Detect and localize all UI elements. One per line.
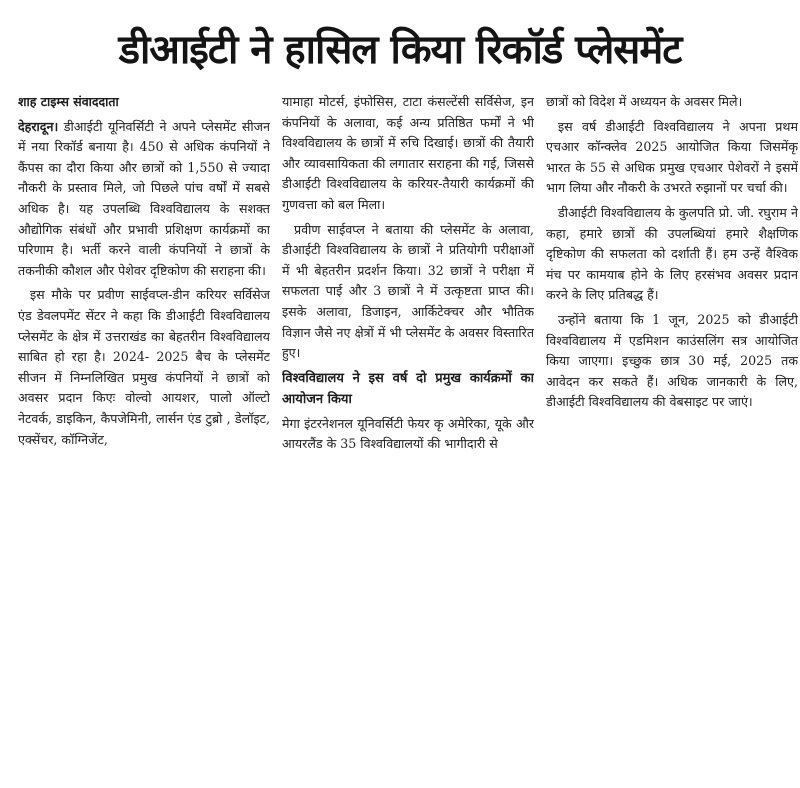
paragraph: डीआईटी विश्वविद्यालय के कुलपति प्रो. जी. रघुराम ने कहा, हमारे छात्रों की उपलब्धियां हमारे शैक्षणिक दृष्टिकोण की सफलता को दर्शाती हैं। हम उन्हें वैश्विक मंच पर कामयाब होने के लिए हरसंभव अवसर प्रदान करने के लिए प्रतिबद्ध हैं। bbox=[546, 204, 798, 303]
dateline: देहरादून। bbox=[18, 118, 59, 134]
paragraph: उन्होंने बताया कि 1 जून, 2025 को डीआईटी विश्वविद्यालय में एडमिशन काउंसलिंग सत्र आयोजित किया जाएगा। इच्छुक छात्र 30 मई, 2025 तक आवेदन कर सकते हैं। अधिक जानकारी के लिए, डीआईटी विश्वविद्यालय की वेबसाइट पर जाएं। bbox=[546, 311, 798, 410]
paragraph: मेगा इंटरनेशनल यूनिवर्सिटी फेयर कृ अमेरिका, यूके और आयरलैंड के 35 विश्वविद्यालयों की भागीदारी से bbox=[282, 415, 534, 452]
lead-paragraph bbox=[18, 117, 270, 282]
paragraph: इस वर्ष डीआईटी विश्वविद्यालय ने अपना प्रथम एचआर कॉन्क्लेव 2025 आयोजित किया जिसमेंकृ भारत के 55 से अधिक प्रमुख एचआर पेशेवरों ने इसमें भाग लिया और नौकरी के उभरते रुझानों पर चर्चा की। bbox=[546, 118, 798, 196]
paragraph: यामाहा मोटर्स, इंफोसिस, टाटा कंसल्टेंसी सर्विसेज, इन कंपनियों के अलावा, कई अन्य प्रतिष्ठित फर्मों ने भी विश्वविद्यालय के छात्रों में रुचि दिखाई। छात्रों की तैयारी और व्यावसायिकता की लगातार सराहना की गई, जिससे डीआईटी विश्वविद्यालय के करियर-तैयारी कार्यक्रमों की गुणवत्ता को बल मिला। bbox=[282, 94, 534, 212]
paragraph: इस मौके पर प्रवीण साईवप्ल-डीन करियर सर्विसेज एंड डेवलपमेंट सेंटर ने कहा कि डीआईटी विश्वविद्यालय प्लेसमेंट के क्षेत्र में उत्तराखंड का बेहतरीन विश्वविद्यालय साबित हो रहा है। 2024- 2025 बैच के प्लेसमेंट सीजन में निम्नलिखित प्रमुख कंपनियों ने छात्रों को अवसर प्रदान किएः वोल्वो आयशर, पालो ऑल्टो नेटवर्क, डाइकिन, कैपजेमिनी, लार्सन एंड टुब्रो , डेलॉइट, एक्सेंचर, कॉग्निजेंट, bbox=[18, 287, 270, 447]
paragraph-text: डीआईटी यूनिवर्सिटी ने अपने प्लेसमेंट सीजन में नया रिकॉर्ड बनाया है। 450 से अधिक कंपनियों ने कैंपस का दौरा किया और छात्रों को 1,550 से ज्यादा नौकरी के प्रस्ताव मिले, जो पिछले पांच वर्षों में सबसे अधिक है। यह उपलब्धि विश्वविद्यालय के सशक्त औद्योगिक संबंधों और प्रभावी प्रशिक्षण कार्यक्रमों का परिणाम है। भर्ती करने वाली कंपनियों ने छात्रों के तकनीकी कौशल और पेशेवर दृष्टिकोण की सराहना की। bbox=[18, 118, 270, 278]
article-column-2 bbox=[282, 92, 534, 782]
article-column-1 bbox=[18, 92, 270, 782]
byline: शाह टाइम्स संवाददाता bbox=[18, 94, 119, 109]
paragraph: प्रवीण साईवप्ल ने बताया की प्लेसमेंट के अलावा, डीआईटी विश्वविद्यालय के छात्रों ने प्रतियोगी परीक्षाओं में भी बेहतरीन प्रदर्शन किया। 32 छात्रों ने परीक्षा में सफलता पाई और 3 छात्रों ने में उत्कृष्टता प्राप्त की। इसके अलावा, डिजाइन, आर्किटेक्चर और भौतिक विज्ञान जैसे नए क्षेत्रों में भी प्लेसमेंट के अवसर विस्तारित हुए। bbox=[282, 221, 534, 361]
subheading: विश्वविद्यालय ने इस वर्ष दो प्रमुख कार्यक्रमों का आयोजन किया bbox=[282, 370, 534, 407]
paragraph: छात्रों को विदेश में अध्ययन के अवसर मिले। bbox=[546, 94, 743, 109]
headline: डीआईटी ने हासिल किया रिकॉर्ड प्लेसमेंट bbox=[118, 27, 682, 73]
article-column-3 bbox=[546, 92, 798, 782]
